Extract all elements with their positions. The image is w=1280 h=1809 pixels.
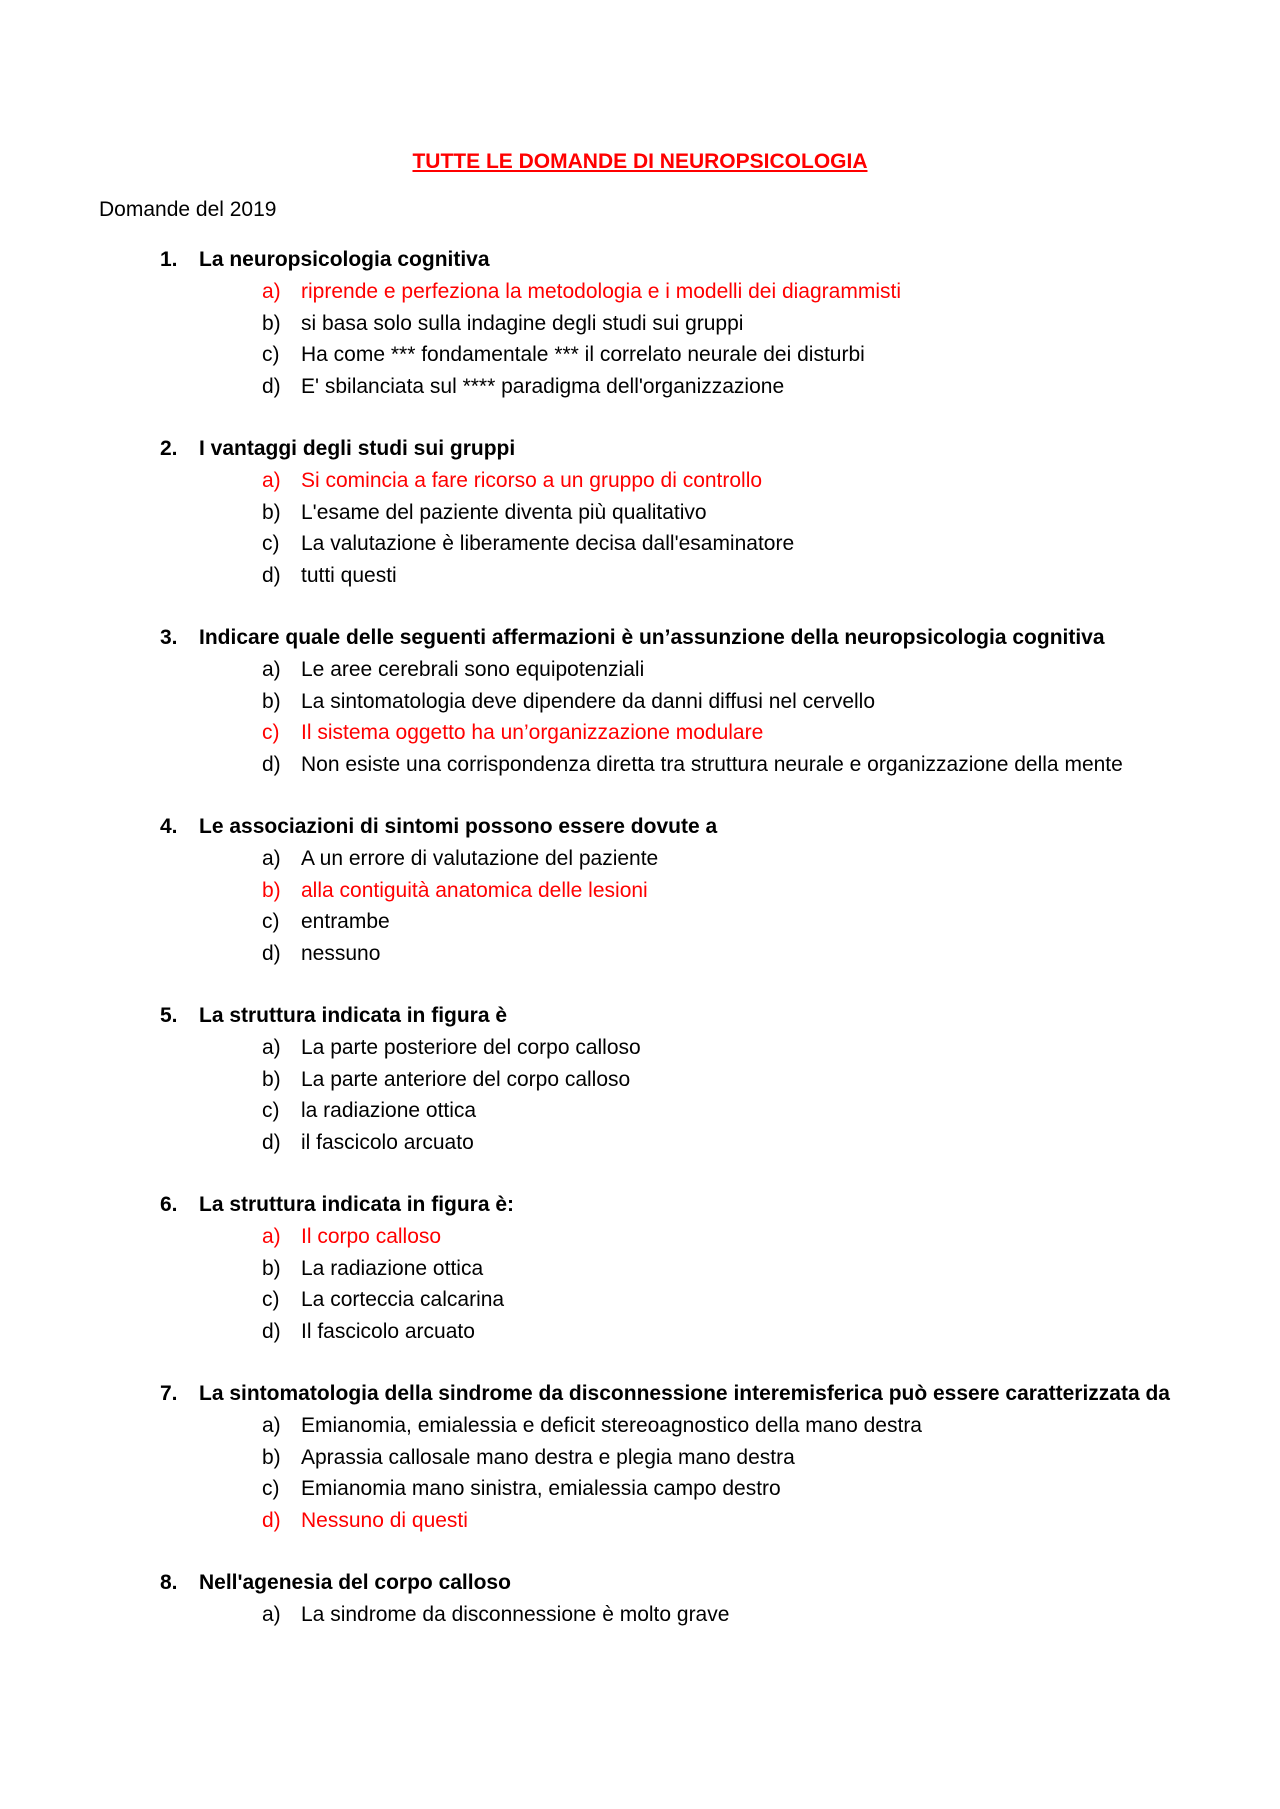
- option-text: Si comincia a fare ricorso a un gruppo di controllo: [301, 469, 763, 492]
- answer-option-correct: [0, 1221, 1280, 1253]
- answer-option: [0, 1253, 1280, 1285]
- option-letter: c): [262, 532, 280, 555]
- option-text: A un errore di valutazione del paziente: [301, 847, 659, 870]
- answer-option: [0, 528, 1280, 560]
- answer-option: [0, 308, 1280, 340]
- option-text: La parte anteriore del corpo calloso: [301, 1067, 631, 1091]
- option-text: Emianomia mano sinistra, emialessia campo destro: [301, 1477, 781, 1500]
- question-heading: [0, 1567, 1280, 1599]
- answer-option: [0, 1316, 1280, 1348]
- option-letter: c): [262, 910, 280, 933]
- option-text: Emianomia, emialessia e deficit stereoagnostico della mano destra: [301, 1414, 922, 1437]
- option-letter: a): [262, 469, 281, 492]
- option-letter: a): [262, 1225, 281, 1248]
- option-text: La sintomatologia deve dipendere da danni diffusi nel cervello: [301, 689, 876, 713]
- option-letter: a): [262, 1603, 281, 1626]
- answer-option: [0, 1095, 1280, 1127]
- answer-option: [0, 1599, 1280, 1631]
- option-text: La valutazione è liberamente decisa dall'esaminatore: [301, 532, 795, 555]
- option-letter: a): [262, 658, 281, 681]
- question-number: 1.: [160, 248, 178, 271]
- option-text: Il sistema oggetto ha un’organizzazione modulare: [301, 721, 764, 744]
- option-text: tutti questi: [301, 563, 397, 587]
- option-text: La corteccia calcarina: [301, 1288, 505, 1311]
- option-letter: d): [262, 752, 281, 776]
- option-letter: d): [262, 563, 281, 587]
- answer-option-correct: [0, 276, 1280, 308]
- question-text: Le associazioni di sintomi possono essere dovute a: [199, 815, 718, 838]
- question-heading: [0, 244, 1280, 276]
- question-number: 5.: [160, 1004, 178, 1027]
- option-letter: d): [262, 1319, 281, 1343]
- option-text: alla contiguità anatomica delle lesioni: [301, 878, 648, 902]
- intro-text: Domande del 2019: [99, 198, 277, 221]
- question-number: 7.: [160, 1382, 178, 1405]
- option-text: riprende e perfeziona la metodologia e i modelli dei diagrammisti: [301, 280, 901, 303]
- question-3: [0, 622, 1280, 780]
- answer-option: [0, 1410, 1280, 1442]
- answer-option: [0, 749, 1280, 781]
- option-letter: a): [262, 1414, 281, 1437]
- answer-option: [0, 938, 1280, 970]
- option-letter: d): [262, 1508, 281, 1532]
- answer-option: [0, 1032, 1280, 1064]
- answer-option: [0, 686, 1280, 718]
- answer-option: [0, 1064, 1280, 1096]
- question-text: I vantaggi degli studi sui gruppi: [199, 437, 516, 460]
- option-letter: c): [262, 721, 280, 744]
- option-text: Ha come *** fondamentale *** il correlato neurale dei disturbi: [301, 343, 865, 366]
- question-heading: [0, 1000, 1280, 1032]
- answer-option: [0, 1127, 1280, 1159]
- question-number: 8.: [160, 1571, 178, 1594]
- option-letter: c): [262, 1099, 280, 1122]
- option-text: Il corpo calloso: [301, 1225, 442, 1248]
- option-letter: d): [262, 1130, 281, 1154]
- option-text: Il fascicolo arcuato: [301, 1319, 475, 1343]
- question-number: 2.: [160, 437, 178, 460]
- option-letter: a): [262, 847, 281, 870]
- question-text: Nell'agenesia del corpo calloso: [199, 1571, 511, 1594]
- option-text: E' sbilanciata sul **** paradigma dell'organizzazione: [301, 374, 785, 398]
- question-5: [0, 1000, 1280, 1158]
- answer-option: [0, 654, 1280, 686]
- option-text: Le aree cerebrali sono equipotenziali: [301, 658, 645, 681]
- question-text: La neuropsicologia cognitiva: [199, 248, 490, 271]
- answer-option-correct: [0, 1505, 1280, 1537]
- option-text: La radiazione ottica: [301, 1256, 484, 1280]
- question-list: [0, 244, 1280, 1662]
- option-text: la radiazione ottica: [301, 1099, 477, 1122]
- answer-option: [0, 371, 1280, 403]
- option-text: Non esiste una corrispondenza diretta tra struttura neurale e organizzazione della mente: [301, 752, 1123, 776]
- option-letter: c): [262, 1288, 280, 1311]
- option-text: entrambe: [301, 910, 390, 933]
- question-heading: [0, 1189, 1280, 1221]
- question-number: 6.: [160, 1193, 178, 1216]
- answer-option: [0, 1473, 1280, 1505]
- question-1: [0, 244, 1280, 402]
- question-text: Indicare quale delle seguenti affermazioni è un’assunzione della neuropsicologia cognitiva: [199, 626, 1105, 649]
- option-letter: a): [262, 280, 281, 303]
- option-letter: b): [262, 311, 281, 335]
- answer-option: [0, 1284, 1280, 1316]
- option-text: nessuno: [301, 941, 381, 965]
- option-text: Aprassia callosale mano destra e plegia mano destra: [301, 1445, 795, 1469]
- answer-option: [0, 497, 1280, 529]
- option-text: Nessuno di questi: [301, 1508, 468, 1532]
- option-letter: c): [262, 343, 280, 366]
- answer-option: [0, 906, 1280, 938]
- question-heading: [0, 433, 1280, 465]
- question-text: La struttura indicata in figura è:: [199, 1193, 515, 1216]
- option-letter: b): [262, 1067, 281, 1091]
- question-text: La struttura indicata in figura è: [199, 1004, 508, 1027]
- option-letter: b): [262, 1445, 281, 1469]
- option-letter: b): [262, 1256, 281, 1280]
- question-number: 3.: [160, 626, 178, 649]
- option-text: La sindrome da disconnessione è molto grave: [301, 1603, 730, 1626]
- question-heading: [0, 1378, 1280, 1410]
- question-heading: [0, 622, 1280, 654]
- option-text: La parte posteriore del corpo calloso: [301, 1036, 641, 1059]
- option-letter: d): [262, 941, 281, 965]
- option-text: si basa solo sulla indagine degli studi sui gruppi: [301, 311, 744, 335]
- option-letter: a): [262, 1036, 281, 1059]
- question-number: 4.: [160, 815, 178, 838]
- option-letter: c): [262, 1477, 280, 1500]
- answer-option: [0, 1442, 1280, 1474]
- option-letter: d): [262, 374, 281, 398]
- option-letter: b): [262, 878, 281, 902]
- answer-option-correct: [0, 875, 1280, 907]
- option-text: L'esame del paziente diventa più qualitativo: [301, 500, 707, 524]
- question-heading: [0, 811, 1280, 843]
- question-text: La sintomatologia della sindrome da disconnessione interemisferica può essere caratterizzata da: [199, 1382, 1170, 1405]
- option-text: il fascicolo arcuato: [301, 1130, 474, 1154]
- answer-option-correct: [0, 717, 1280, 749]
- answer-option: [0, 339, 1280, 371]
- option-letter: b): [262, 500, 281, 524]
- question-8: [0, 1567, 1280, 1631]
- document-title: TUTTE LE DOMANDE DI NEUROPSICOLOGIA: [412, 150, 868, 173]
- question-4: [0, 811, 1280, 969]
- question-6: [0, 1189, 1280, 1347]
- answer-option: [0, 560, 1280, 592]
- answer-option-correct: [0, 465, 1280, 497]
- option-letter: b): [262, 689, 281, 713]
- answer-option: [0, 843, 1280, 875]
- question-2: [0, 433, 1280, 591]
- question-7: [0, 1378, 1280, 1536]
